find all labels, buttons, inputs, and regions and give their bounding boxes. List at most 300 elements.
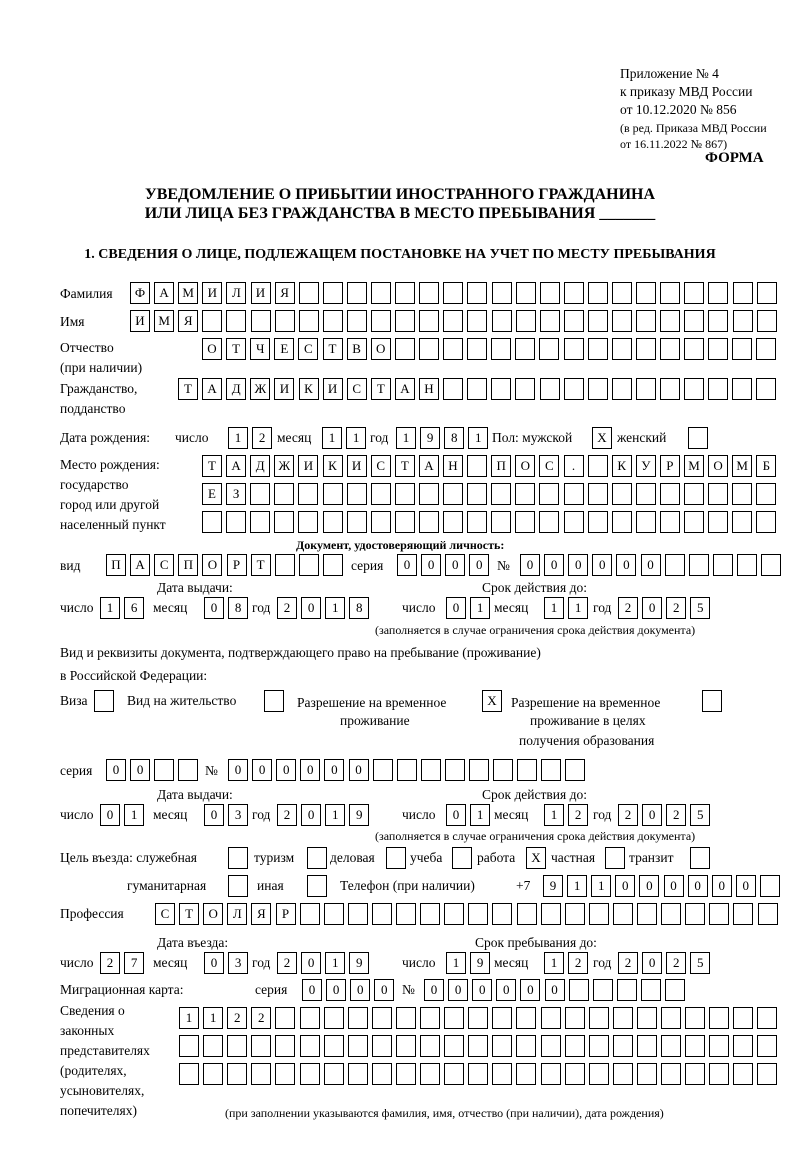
pob-row2-cell[interactable]: Е (202, 483, 222, 505)
pob-row1-cell[interactable]: К (612, 455, 632, 477)
surname-cell[interactable]: И (251, 282, 271, 304)
phone-cell[interactable]: 0 (712, 875, 732, 897)
doc-kind-cell[interactable]: С (154, 554, 174, 576)
doc-issue-year-cell[interactable]: 2 (277, 597, 297, 619)
profession-cell[interactable] (324, 903, 344, 925)
pob-row3-cell[interactable] (564, 511, 584, 533)
stay-year-cell[interactable]: 5 (690, 952, 710, 974)
rep-row2-cell[interactable] (661, 1035, 681, 1057)
patronymic-cell[interactable]: Е (274, 338, 294, 360)
p-humanitarian-checkbox[interactable] (228, 875, 248, 897)
pob-row3-cell[interactable] (371, 511, 391, 533)
pob-row3-cell[interactable] (756, 511, 776, 533)
doc-number-cell[interactable] (737, 554, 757, 576)
rep-row2-cell[interactable] (251, 1035, 271, 1057)
patronymic-cell[interactable] (756, 338, 776, 360)
pob-row2-cell[interactable] (636, 483, 656, 505)
surname-cell[interactable] (299, 282, 319, 304)
stay-issue-month-cell[interactable]: 0 (204, 804, 224, 826)
pob-row2-cell[interactable] (756, 483, 776, 505)
rep-row1-cell[interactable] (709, 1007, 729, 1029)
citizenship-cell[interactable] (443, 378, 463, 400)
profession-cell[interactable] (685, 903, 705, 925)
rep-row3-cell[interactable] (420, 1063, 440, 1085)
pob-row2-cell[interactable] (250, 483, 270, 505)
mc-series-cell[interactable]: 0 (350, 979, 370, 1001)
doc-valid-month-cell[interactable]: 1 (544, 597, 564, 619)
stay-series-cell[interactable]: 0 (130, 759, 150, 781)
profession-cell[interactable] (733, 903, 753, 925)
name-cell[interactable] (492, 310, 512, 332)
rep-row1-cell[interactable] (348, 1007, 368, 1029)
profession-cell[interactable] (420, 903, 440, 925)
doc-number-cell[interactable] (761, 554, 781, 576)
rep-row1-cell[interactable] (372, 1007, 392, 1029)
stay-number-cell[interactable] (445, 759, 465, 781)
citizenship-cell[interactable] (660, 378, 680, 400)
pob-row1-cell[interactable]: Т (395, 455, 415, 477)
stay-issue-month-cell[interactable]: 3 (228, 804, 248, 826)
profession-cell[interactable]: С (155, 903, 175, 925)
pob-row1-cell[interactable] (467, 455, 487, 477)
name-cell[interactable] (299, 310, 319, 332)
stay-number-cell[interactable]: 0 (276, 759, 296, 781)
pob-row1-cell[interactable]: . (564, 455, 584, 477)
p-tourism-checkbox[interactable] (307, 847, 327, 869)
patronymic-cell[interactable]: В (347, 338, 367, 360)
pob-row3-cell[interactable] (732, 511, 752, 533)
pob-row1-cell[interactable] (588, 455, 608, 477)
rep-row1-cell[interactable] (492, 1007, 512, 1029)
citizenship-cell[interactable]: А (202, 378, 222, 400)
name-cell[interactable] (323, 310, 343, 332)
phone-cell[interactable]: 0 (615, 875, 635, 897)
rep-row3-cell[interactable] (227, 1063, 247, 1085)
rep-row1-cell[interactable] (613, 1007, 633, 1029)
rep-row3-cell[interactable] (179, 1063, 199, 1085)
doc-valid-month-cell[interactable]: 1 (568, 597, 588, 619)
residence-checkbox[interactable] (264, 690, 284, 712)
rep-row3-cell[interactable] (709, 1063, 729, 1085)
citizenship-cell[interactable]: Т (178, 378, 198, 400)
dob-year-cell[interactable]: 1 (396, 427, 416, 449)
pob-row2-cell[interactable] (515, 483, 535, 505)
name-cell[interactable] (467, 310, 487, 332)
pob-row2-cell[interactable] (564, 483, 584, 505)
name-cell[interactable] (636, 310, 656, 332)
p-work-checkbox[interactable]: X (526, 847, 546, 869)
phone-cell[interactable]: 1 (567, 875, 587, 897)
stay-number-cell[interactable] (373, 759, 393, 781)
rep-row2-cell[interactable] (468, 1035, 488, 1057)
pob-row3-cell[interactable] (660, 511, 680, 533)
stay-valid-month-cell[interactable]: 2 (568, 804, 588, 826)
pob-row2-cell[interactable] (347, 483, 367, 505)
rep-row3-cell[interactable] (733, 1063, 753, 1085)
mc-number-cell[interactable]: 0 (448, 979, 468, 1001)
name-cell[interactable] (733, 310, 753, 332)
pob-row2-cell[interactable] (443, 483, 463, 505)
patronymic-cell[interactable]: О (371, 338, 391, 360)
stay-valid-day-cell[interactable]: 1 (470, 804, 490, 826)
name-cell[interactable] (419, 310, 439, 332)
doc-issue-year-cell[interactable]: 8 (349, 597, 369, 619)
rep-row1-cell[interactable] (396, 1007, 416, 1029)
patronymic-cell[interactable]: Т (323, 338, 343, 360)
doc-valid-year-cell[interactable]: 0 (642, 597, 662, 619)
surname-cell[interactable] (323, 282, 343, 304)
stay-year-cell[interactable]: 2 (618, 952, 638, 974)
surname-cell[interactable] (443, 282, 463, 304)
profession-cell[interactable]: Я (251, 903, 271, 925)
rep-row3-cell[interactable] (324, 1063, 344, 1085)
dob-month-cell[interactable]: 1 (322, 427, 342, 449)
profession-cell[interactable] (613, 903, 633, 925)
phone-cell[interactable]: 1 (591, 875, 611, 897)
mc-number-cell[interactable] (593, 979, 613, 1001)
profession-cell[interactable] (396, 903, 416, 925)
surname-cell[interactable] (540, 282, 560, 304)
surname-cell[interactable] (636, 282, 656, 304)
rep-row1-cell[interactable]: 2 (227, 1007, 247, 1029)
pob-row1-cell[interactable]: М (684, 455, 704, 477)
profession-cell[interactable] (444, 903, 464, 925)
citizenship-cell[interactable]: К (299, 378, 319, 400)
name-cell[interactable] (564, 310, 584, 332)
doc-number-cell[interactable] (665, 554, 685, 576)
pob-row1-cell[interactable]: Б (756, 455, 776, 477)
pob-row2-cell[interactable]: З (226, 483, 246, 505)
patronymic-cell[interactable] (491, 338, 511, 360)
stay-day-cell[interactable]: 9 (470, 952, 490, 974)
doc-valid-year-cell[interactable]: 5 (690, 597, 710, 619)
citizenship-cell[interactable] (612, 378, 632, 400)
pob-row2-cell[interactable] (298, 483, 318, 505)
name-cell[interactable]: Я (178, 310, 198, 332)
pob-row1-cell[interactable]: Ж (274, 455, 294, 477)
profession-cell[interactable] (541, 903, 561, 925)
rep-row2-cell[interactable] (565, 1035, 585, 1057)
pob-row1-cell[interactable]: К (323, 455, 343, 477)
doc-number-cell[interactable]: 0 (520, 554, 540, 576)
doc-issue-day-cell[interactable]: 6 (124, 597, 144, 619)
name-cell[interactable] (371, 310, 391, 332)
citizenship-cell[interactable] (708, 378, 728, 400)
entry-month-cell[interactable]: 0 (204, 952, 224, 974)
pob-row3-cell[interactable] (588, 511, 608, 533)
profession-cell[interactable]: Р (276, 903, 296, 925)
pob-row1-cell[interactable]: И (298, 455, 318, 477)
surname-cell[interactable] (492, 282, 512, 304)
rep-row1-cell[interactable] (324, 1007, 344, 1029)
rep-row1-cell[interactable] (444, 1007, 464, 1029)
citizenship-cell[interactable]: С (347, 378, 367, 400)
rep-row1-cell[interactable] (637, 1007, 657, 1029)
pob-row3-cell[interactable] (636, 511, 656, 533)
patronymic-cell[interactable] (684, 338, 704, 360)
rep-row3-cell[interactable] (492, 1063, 512, 1085)
pob-row3-cell[interactable] (202, 511, 222, 533)
surname-cell[interactable] (588, 282, 608, 304)
pob-row3-cell[interactable] (395, 511, 415, 533)
pob-row2-cell[interactable] (491, 483, 511, 505)
doc-kind-cell[interactable] (275, 554, 295, 576)
surname-cell[interactable]: А (154, 282, 174, 304)
citizenship-cell[interactable] (732, 378, 752, 400)
rep-row1-cell[interactable] (275, 1007, 295, 1029)
p-other-checkbox[interactable] (307, 875, 327, 897)
surname-cell[interactable] (371, 282, 391, 304)
doc-issue-year-cell[interactable]: 0 (301, 597, 321, 619)
citizenship-cell[interactable] (515, 378, 535, 400)
phone-cell[interactable]: 0 (664, 875, 684, 897)
pob-row3-cell[interactable] (539, 511, 559, 533)
patronymic-cell[interactable] (443, 338, 463, 360)
profession-cell[interactable] (661, 903, 681, 925)
rep-row2-cell[interactable] (348, 1035, 368, 1057)
stay-issue-day-cell[interactable]: 0 (100, 804, 120, 826)
name-cell[interactable] (612, 310, 632, 332)
doc-kind-cell[interactable]: П (106, 554, 126, 576)
doc-kind-cell[interactable] (299, 554, 319, 576)
rep-row2-cell[interactable] (541, 1035, 561, 1057)
doc-kind-cell[interactable]: О (202, 554, 222, 576)
profession-cell[interactable] (492, 903, 512, 925)
visa-checkbox[interactable] (94, 690, 114, 712)
stay-month-cell[interactable]: 1 (544, 952, 564, 974)
profession-cell[interactable] (372, 903, 392, 925)
patronymic-cell[interactable]: О (202, 338, 222, 360)
surname-cell[interactable] (516, 282, 536, 304)
rep-row2-cell[interactable] (396, 1035, 416, 1057)
rep-row2-cell[interactable] (589, 1035, 609, 1057)
entry-day-cell[interactable]: 2 (100, 952, 120, 974)
pob-row3-cell[interactable] (347, 511, 367, 533)
name-cell[interactable] (251, 310, 271, 332)
rep-row2-cell[interactable] (300, 1035, 320, 1057)
name-cell[interactable] (757, 310, 777, 332)
stay-issue-day-cell[interactable]: 1 (124, 804, 144, 826)
doc-kind-cell[interactable]: П (178, 554, 198, 576)
pob-row1-cell[interactable]: С (371, 455, 391, 477)
entry-year-cell[interactable]: 0 (301, 952, 321, 974)
rep-row2-cell[interactable] (203, 1035, 223, 1057)
mc-series-cell[interactable]: 0 (374, 979, 394, 1001)
stay-valid-year-cell[interactable]: 5 (690, 804, 710, 826)
mc-number-cell[interactable]: 0 (545, 979, 565, 1001)
phone-cell[interactable]: 0 (639, 875, 659, 897)
entry-year-cell[interactable]: 2 (277, 952, 297, 974)
surname-cell[interactable]: М (178, 282, 198, 304)
rep-row2-cell[interactable] (637, 1035, 657, 1057)
name-cell[interactable] (684, 310, 704, 332)
name-cell[interactable] (275, 310, 295, 332)
pob-row2-cell[interactable] (467, 483, 487, 505)
rep-row1-cell[interactable] (541, 1007, 561, 1029)
stay-number-cell[interactable]: 0 (228, 759, 248, 781)
surname-cell[interactable] (660, 282, 680, 304)
stay-valid-year-cell[interactable]: 2 (666, 804, 686, 826)
patronymic-cell[interactable] (612, 338, 632, 360)
pob-row3-cell[interactable] (274, 511, 294, 533)
name-cell[interactable] (516, 310, 536, 332)
citizenship-cell[interactable] (756, 378, 776, 400)
doc-valid-day-cell[interactable]: 0 (446, 597, 466, 619)
rep-row3-cell[interactable] (661, 1063, 681, 1085)
rep-row3-cell[interactable] (516, 1063, 536, 1085)
sex-female-checkbox[interactable] (688, 427, 708, 449)
rep-row2-cell[interactable] (324, 1035, 344, 1057)
patronymic-cell[interactable]: С (298, 338, 318, 360)
mc-number-cell[interactable]: 0 (472, 979, 492, 1001)
profession-cell[interactable] (637, 903, 657, 925)
pob-row3-cell[interactable] (298, 511, 318, 533)
name-cell[interactable] (540, 310, 560, 332)
entry-day-cell[interactable]: 7 (124, 952, 144, 974)
profession-cell[interactable] (348, 903, 368, 925)
pob-row3-cell[interactable] (226, 511, 246, 533)
rep-row1-cell[interactable] (589, 1007, 609, 1029)
rep-row1-cell[interactable]: 1 (203, 1007, 223, 1029)
mc-number-cell[interactable] (617, 979, 637, 1001)
doc-issue-month-cell[interactable]: 0 (204, 597, 224, 619)
rep-row3-cell[interactable] (251, 1063, 271, 1085)
pob-row3-cell[interactable] (708, 511, 728, 533)
profession-cell[interactable] (300, 903, 320, 925)
pob-row2-cell[interactable] (660, 483, 680, 505)
pob-row2-cell[interactable] (539, 483, 559, 505)
doc-number-cell[interactable]: 0 (616, 554, 636, 576)
stay-number-cell[interactable]: 0 (300, 759, 320, 781)
doc-valid-year-cell[interactable]: 2 (618, 597, 638, 619)
pob-row1-cell[interactable]: М (732, 455, 752, 477)
surname-cell[interactable] (564, 282, 584, 304)
pob-row1-cell[interactable]: Р (660, 455, 680, 477)
surname-cell[interactable] (684, 282, 704, 304)
doc-number-cell[interactable] (689, 554, 709, 576)
rep-row2-cell[interactable] (709, 1035, 729, 1057)
surname-cell[interactable] (419, 282, 439, 304)
doc-issue-year-cell[interactable]: 1 (325, 597, 345, 619)
doc-issue-day-cell[interactable]: 1 (100, 597, 120, 619)
rep-row3-cell[interactable] (372, 1063, 392, 1085)
rep-row3-cell[interactable] (468, 1063, 488, 1085)
citizenship-cell[interactable] (588, 378, 608, 400)
phone-cell[interactable] (760, 875, 780, 897)
pob-row1-cell[interactable]: А (419, 455, 439, 477)
pob-row1-cell[interactable]: П (491, 455, 511, 477)
pob-row3-cell[interactable] (612, 511, 632, 533)
surname-cell[interactable] (757, 282, 777, 304)
name-cell[interactable] (202, 310, 222, 332)
entry-year-cell[interactable]: 9 (349, 952, 369, 974)
citizenship-cell[interactable]: Д (226, 378, 246, 400)
name-cell[interactable] (660, 310, 680, 332)
rep-row1-cell[interactable]: 1 (179, 1007, 199, 1029)
patronymic-cell[interactable] (539, 338, 559, 360)
phone-cell[interactable]: 9 (543, 875, 563, 897)
rep-row3-cell[interactable] (300, 1063, 320, 1085)
stay-issue-year-cell[interactable]: 0 (301, 804, 321, 826)
dob-year-cell[interactable]: 9 (420, 427, 440, 449)
pob-row3-cell[interactable] (419, 511, 439, 533)
doc-number-cell[interactable]: 0 (592, 554, 612, 576)
name-cell[interactable] (708, 310, 728, 332)
mc-series-cell[interactable]: 0 (302, 979, 322, 1001)
pob-row3-cell[interactable] (515, 511, 535, 533)
stay-number-cell[interactable] (469, 759, 489, 781)
name-cell[interactable] (347, 310, 367, 332)
rep-row2-cell[interactable] (492, 1035, 512, 1057)
rep-row1-cell[interactable] (661, 1007, 681, 1029)
pob-row1-cell[interactable]: И (347, 455, 367, 477)
stay-month-cell[interactable]: 2 (568, 952, 588, 974)
surname-cell[interactable] (395, 282, 415, 304)
stay-series-cell[interactable] (154, 759, 174, 781)
patronymic-cell[interactable] (419, 338, 439, 360)
profession-cell[interactable] (517, 903, 537, 925)
patronymic-cell[interactable]: Ч (250, 338, 270, 360)
pob-row3-cell[interactable] (491, 511, 511, 533)
pob-row1-cell[interactable]: О (515, 455, 535, 477)
doc-number-cell[interactable]: 0 (568, 554, 588, 576)
citizenship-cell[interactable]: А (395, 378, 415, 400)
surname-cell[interactable] (708, 282, 728, 304)
dob-year-cell[interactable]: 1 (468, 427, 488, 449)
stay-year-cell[interactable]: 0 (642, 952, 662, 974)
pob-row2-cell[interactable] (612, 483, 632, 505)
pob-row2-cell[interactable] (323, 483, 343, 505)
citizenship-cell[interactable] (564, 378, 584, 400)
stay-valid-day-cell[interactable]: 0 (446, 804, 466, 826)
surname-cell[interactable]: Ф (130, 282, 150, 304)
mc-series-cell[interactable]: 0 (326, 979, 346, 1001)
pob-row1-cell[interactable]: У (636, 455, 656, 477)
stay-number-cell[interactable] (517, 759, 537, 781)
dob-day-cell[interactable]: 1 (228, 427, 248, 449)
rep-row2-cell[interactable] (685, 1035, 705, 1057)
pob-row2-cell[interactable] (371, 483, 391, 505)
rep-row2-cell[interactable] (516, 1035, 536, 1057)
rep-row1-cell[interactable] (300, 1007, 320, 1029)
rep-row1-cell[interactable]: 2 (251, 1007, 271, 1029)
rep-row3-cell[interactable] (541, 1063, 561, 1085)
stay-valid-year-cell[interactable]: 2 (618, 804, 638, 826)
stay-issue-year-cell[interactable]: 1 (325, 804, 345, 826)
citizenship-cell[interactable] (540, 378, 560, 400)
rep-row2-cell[interactable] (372, 1035, 392, 1057)
p-business-checkbox[interactable] (386, 847, 406, 869)
stay-issue-year-cell[interactable]: 9 (349, 804, 369, 826)
mc-number-cell[interactable]: 0 (496, 979, 516, 1001)
doc-kind-cell[interactable]: Р (227, 554, 247, 576)
surname-cell[interactable] (612, 282, 632, 304)
stay-number-cell[interactable]: 0 (349, 759, 369, 781)
rep-row2-cell[interactable] (444, 1035, 464, 1057)
entry-year-cell[interactable]: 1 (325, 952, 345, 974)
surname-cell[interactable] (347, 282, 367, 304)
patronymic-cell[interactable] (515, 338, 535, 360)
name-cell[interactable] (588, 310, 608, 332)
pob-row3-cell[interactable] (323, 511, 343, 533)
citizenship-cell[interactable] (467, 378, 487, 400)
pob-row1-cell[interactable]: А (226, 455, 246, 477)
patronymic-cell[interactable] (708, 338, 728, 360)
doc-number-cell[interactable]: 0 (544, 554, 564, 576)
pob-row2-cell[interactable] (395, 483, 415, 505)
pob-row2-cell[interactable] (419, 483, 439, 505)
name-cell[interactable]: М (154, 310, 174, 332)
